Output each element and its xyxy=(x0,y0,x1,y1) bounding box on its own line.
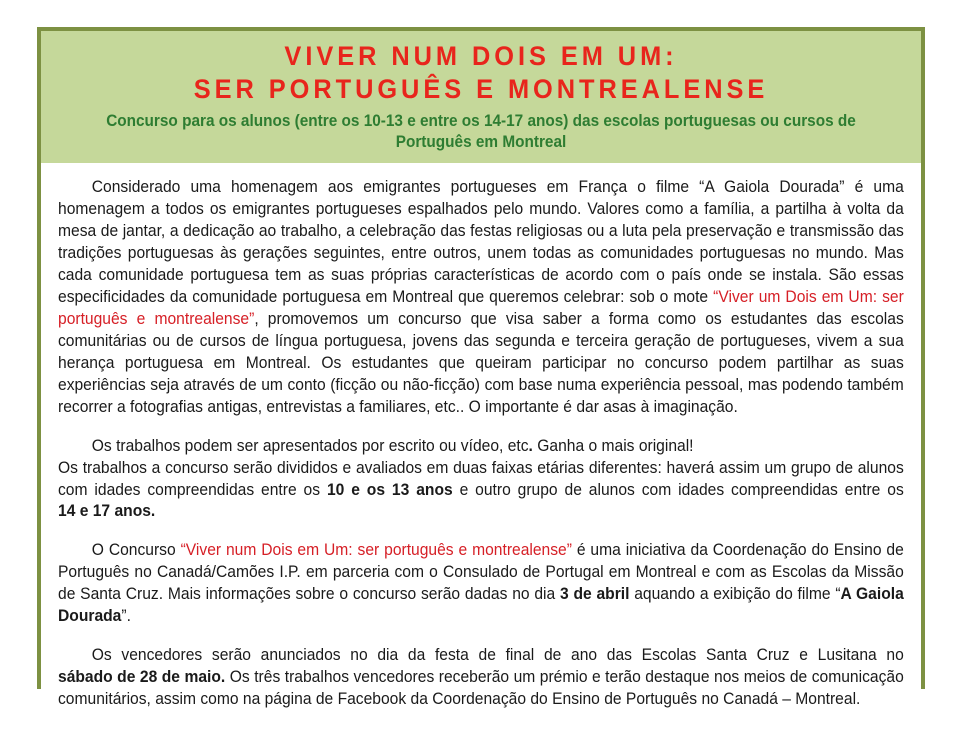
paragraph-submission-formats xyxy=(58,436,904,458)
organizers-text-before-quote: O Concurso xyxy=(91,541,181,560)
winners-text-rest: Os três trabalhos vencedores receberão um prémio e terão destaque nos meios de comunicação comunitários, assim como na página de Facebook da Coordenação do Ensino de Português no Canadá – Montreal. xyxy=(58,668,904,709)
submission-formats-text: Os trabalhos podem ser apresentados por escrito ou vídeo, etc xyxy=(91,436,529,455)
poster-title-line-1: VIVER NUM DOIS EM UM: xyxy=(284,41,678,71)
info-session-date: 3 de abril xyxy=(559,585,630,604)
submission-formats-tagline: Ganha o mais original! xyxy=(532,436,694,455)
organizers-text-end: ”. xyxy=(121,607,131,626)
poster-frame xyxy=(37,27,925,709)
winners-announcement-date: sábado de 28 de maio. xyxy=(58,668,226,687)
organizers-text-after-quote: é uma iniciativa da Coordenação do Ensino de Português no Canadá/Camões I.P. em parceria com o Consulado de Portugal em Montreal e com as Escolas da Missão de Santa Cruz. Mais informações sobre o concurso serão dadas no dia xyxy=(58,541,904,604)
organizers-text-before-film: aquando a exibição do filme “ xyxy=(629,585,841,604)
paragraph-intro-text-before-quote: Considerado uma homenagem aos emigrantes portugueses em França o filme “A Gaiola Dourada” é uma homenagem a todos os emigrantes portugueses espalhados pelo mundo. Valores como a família, a partilha à volta da mesa de jantar, a dedicação ao trabalho, a celebração das festas religiosas ou a luta pela preservação e transmissão das tradições portuguesas às gerações seguintes, entre outros, unem todas as comunidades portuguesas no mundo. Mas cada comunidade portuguesa tem as suas próprias características de acordo com o país onde se instala. São essas especificidades da comunidade portuguesa em Montreal que queremos celebrar: sob o mote xyxy=(58,178,904,306)
paragraph-age-groups xyxy=(58,458,904,524)
header-banner xyxy=(41,31,921,163)
film-title: A Gaiola Dourada xyxy=(58,585,904,626)
poster-title-line-2: SER PORTUGUÊS E MONTREALENSE xyxy=(193,73,769,104)
winners-text-intro: Os vencedores serão anunciados no dia da festa de final de ano das Escolas Santa Cruz e Lusitana no xyxy=(91,646,904,665)
age-group-older: 14 e 17 anos. xyxy=(58,502,156,521)
contest-motto-quote-organizers: “Viver num Dois em Um: ser português e montrealense” xyxy=(180,541,572,560)
poster-body xyxy=(41,163,921,721)
paragraph-organizers xyxy=(58,540,904,628)
submission-formats-bold-period: . xyxy=(528,436,533,455)
age-group-younger: 10 e os 13 anos xyxy=(326,480,453,499)
paragraph-intro xyxy=(58,177,904,418)
contest-motto-quote-intro: “Viver um Dois em Um: ser português e montrealense” xyxy=(58,287,904,328)
age-groups-text-intro: Os trabalhos a concurso serão divididos e avaliados em duas faixas etárias diferentes: haverá assim um grupo de alunos com idades compreendidas entre os xyxy=(58,458,904,499)
paragraph-winners xyxy=(58,645,904,711)
poster-subtitle: Concurso para os alunos (entre os 10-13 e entre os 14-17 anos) das escolas portuguesas ou cursos de Português em Montreal xyxy=(106,111,856,151)
age-groups-text-middle: e outro grupo de alunos com idades compreendidas entre os xyxy=(452,480,904,499)
paragraph-intro-text-after-quote: , promovemos um concurso que visa saber a forma como os estudantes das escolas comunitárias ou de cursos de língua portuguesa, jovens das segunda e terceira geração de portugueses, vivem a sua herança portuguesa em Montreal. Os estudantes que queiram participar no concurso podem partilhar as suas experiências seja através de um conto (ficção ou não-ficção) com base numa experiência pessoal, mas podendo também recorrer a fotografias antigas, entrevistas a familiares, etc.. O importante é dar asas à imaginação. xyxy=(58,309,904,416)
